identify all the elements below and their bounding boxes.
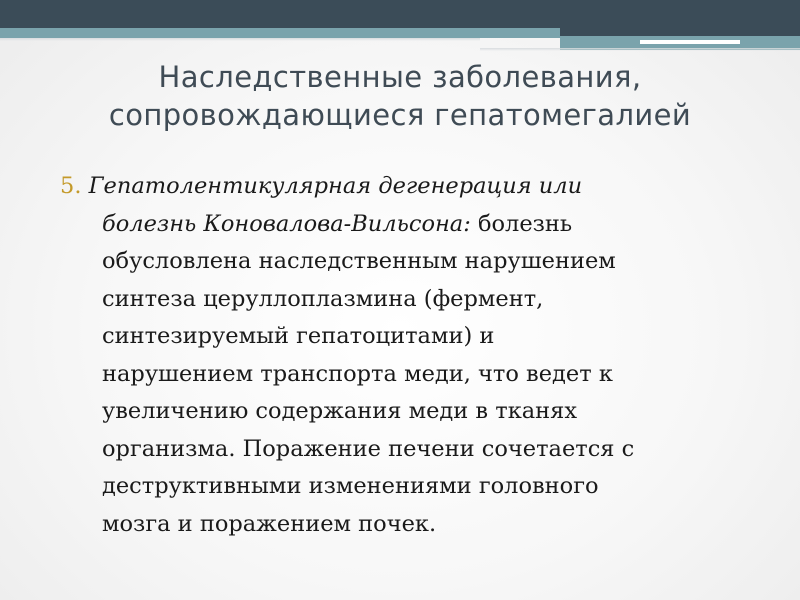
slide-title-line-2: сопровождающиеся гепатомегалией xyxy=(108,98,692,132)
item-number: 5. xyxy=(60,173,82,199)
body-line-7: увеличению содержания меди в тканях xyxy=(102,398,578,424)
slide-title-line-1: Наследственные заболевания, xyxy=(158,60,642,94)
body-line-5: синтезируемый гепатоцитами) и xyxy=(102,323,495,349)
body-line-10: мозга и поражением почек. xyxy=(102,510,437,537)
disease-name-part-2: болезнь Коновалова-Вильсона: xyxy=(102,210,471,237)
slide-title xyxy=(40,58,760,134)
body-line-3: обусловлена наследственным нарушением xyxy=(102,248,616,274)
header-bar-dark xyxy=(0,0,800,28)
slide-body xyxy=(60,168,750,543)
header-shadow-right xyxy=(480,48,800,51)
body-line-6: нарушением транспорта меди, что ведет к xyxy=(102,360,613,387)
body-line-9: деструктивными изменениями головного xyxy=(102,473,599,499)
body-line-2 xyxy=(60,206,750,244)
body-line-1 xyxy=(60,168,750,206)
body-line-8: организма. Поражение печени сочетается с xyxy=(102,435,635,462)
header-bar-teal xyxy=(0,28,560,38)
disease-name-part-1: Гепатолентикулярная дегенерация или xyxy=(88,173,583,199)
body-line-4: синтеза церуллоплазмина (фермент, xyxy=(102,285,544,312)
body-text-2: болезнь xyxy=(470,210,573,237)
header-bar-dark-extension xyxy=(560,28,800,36)
header-accent-line xyxy=(640,40,740,44)
header-shadow xyxy=(0,38,480,41)
